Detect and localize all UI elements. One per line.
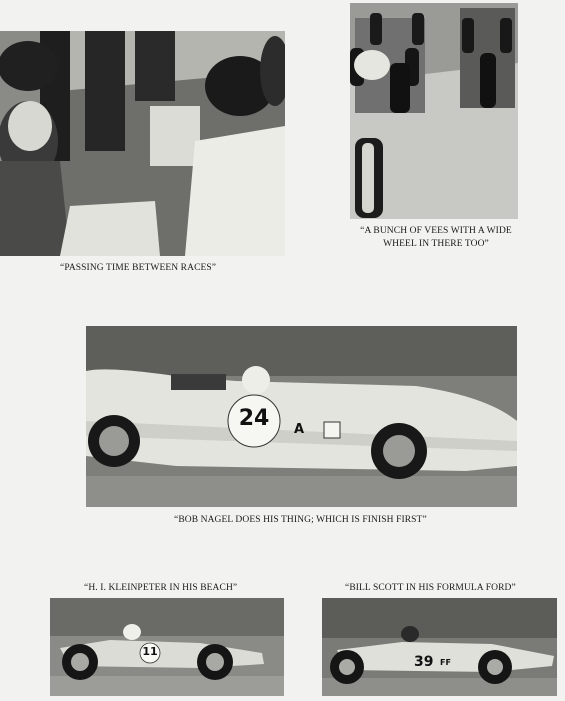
car-number-kleinpeter: 11 xyxy=(142,645,158,658)
caption-kleinpeter: “H. I. KLEINPETER IN HIS BEACH” xyxy=(84,583,238,593)
caption-vees-line-1: “A BUNCH OF VEES WITH A WIDE xyxy=(360,226,512,236)
photo-nagel xyxy=(86,326,517,507)
caption-passing-time: “PASSING TIME BETWEEN RACES” xyxy=(60,263,217,273)
caption-vees-line-2: WHEEL IN THERE TOO” xyxy=(383,239,489,249)
car-number-scott: 39 xyxy=(414,654,434,670)
photo-vees xyxy=(350,3,518,219)
car-number-nagel: 24 xyxy=(238,406,270,431)
photo-passing-time xyxy=(0,31,285,256)
caption-vees xyxy=(352,225,520,251)
caption-nagel: “BOB NAGEL DOES HIS THING; WHICH IS FINISH FIRST” xyxy=(174,515,427,525)
car-class-scott: FF xyxy=(440,658,451,667)
car-class-nagel: A xyxy=(294,422,305,437)
photo-kleinpeter xyxy=(50,598,284,696)
photo-scott xyxy=(322,598,557,696)
caption-scott: “BILL SCOTT IN HIS FORMULA FORD” xyxy=(345,583,516,593)
